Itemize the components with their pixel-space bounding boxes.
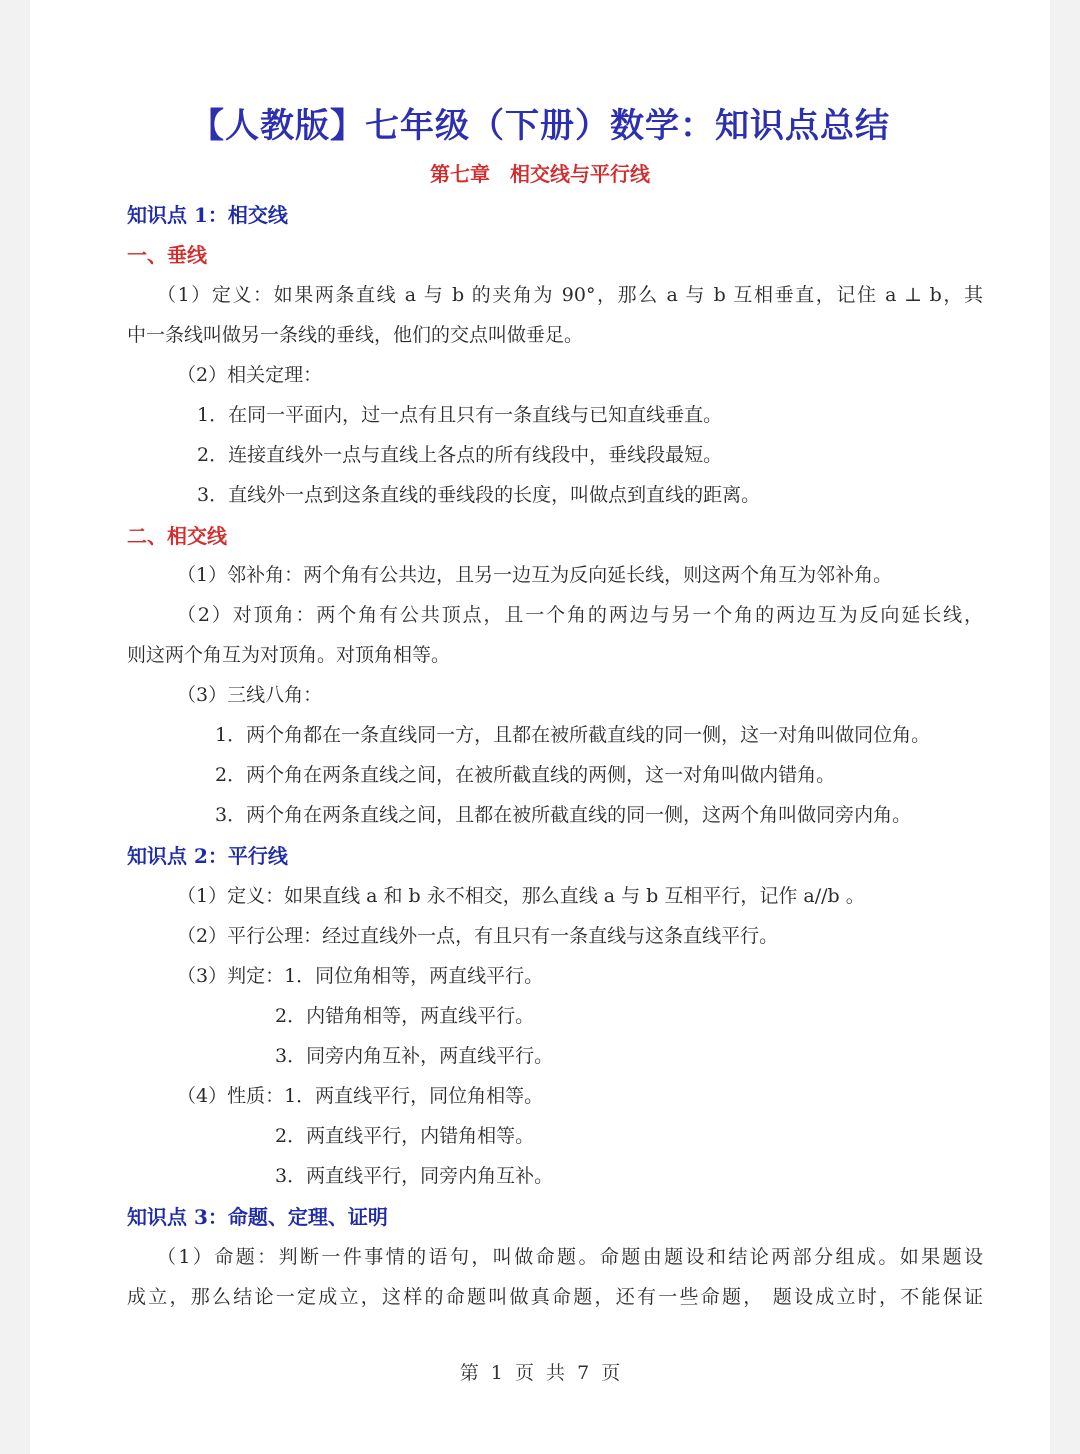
adjacent-supplementary-angles: （1）邻补角：两个角有公共边，且另一边互为反向延长线，则这两个角互为邻补角。 — [177, 564, 893, 586]
alternate-interior-angles: 2．两个角在两条直线之间，在被所截直线的两侧，这一对角叫做内错角。 — [215, 764, 836, 786]
kp3-heading: 知识点 3：命题、定理、证明 — [127, 1205, 388, 1229]
chapter-heading: 第七章 相交线与平行线 — [430, 162, 650, 186]
kp1-heading: 知识点 1：相交线 — [127, 203, 288, 227]
parallel-definition: （1）定义：如果直线 a 和 b 永不相交，那么直线 a 与 b 互相平行，记作 a//b 。 — [177, 885, 865, 907]
document-page — [30, 0, 1050, 1454]
proposition-line1: （1）命题：判断一件事情的语句，叫做命题。命题由题设和结论两部分组成。如果题设 — [157, 1246, 983, 1268]
theorem-2: 2．连接直线外一点与直线上各点的所有线段中，垂线段最短。 — [197, 444, 723, 466]
related-theorems-heading: （2）相关定理： — [177, 364, 323, 386]
vertical-angles-line1: （2）对顶角：两个角有公共顶点，且一个角的两边与另一个角的两边互为反向延长线， — [177, 604, 983, 626]
kp2-heading: 知识点 2：平行线 — [127, 844, 288, 868]
parallel-property-3: 3．两直线平行，同旁内角互补。 — [275, 1165, 554, 1187]
perpendicular-definition-line2: 中一条线叫做另一条线的垂线，他们的交点叫做垂足。 — [127, 324, 584, 346]
parallel-axiom: （2）平行公理：经过直线外一点，有且只有一条直线与这条直线平行。 — [177, 925, 779, 947]
theorem-3: 3．直线外一点到这条直线的垂线段的长度，叫做点到直线的距离。 — [197, 484, 761, 506]
document-title: 【人教版】七年级（下册）数学：知识点总结 — [190, 106, 890, 146]
section-intersecting-heading: 二、相交线 — [127, 524, 227, 548]
same-side-interior-angles: 3．两个角在两条直线之间，且都在被所截直线的同一侧，这两个角叫做同旁内角。 — [215, 804, 912, 826]
parallel-property-1: （4）性质：1．两直线平行，同位角相等。 — [177, 1085, 544, 1107]
page-number-footer: 第 1 页 共 7 页 — [459, 1362, 621, 1384]
corresponding-angles: 1．两个角都在一条直线同一方，且都在被所截直线的同一侧，这一对角叫做同位角。 — [215, 724, 931, 746]
section-perpendicular-heading: 一、垂线 — [127, 243, 207, 267]
vertical-angles-line2: 则这两个角互为对顶角。对顶角相等。 — [127, 644, 451, 666]
perpendicular-definition-line1: （1）定义：如果两条直线 a 与 b 的夹角为 90°，那么 a 与 b 互相垂直，记住 a ⊥ b，其 — [157, 284, 983, 306]
parallel-criterion-1: （3）判定：1．同位角相等，两直线平行。 — [177, 965, 544, 987]
parallel-criterion-2: 2．内错角相等，两直线平行。 — [275, 1005, 535, 1027]
three-lines-eight-angles-heading: （3）三线八角： — [177, 684, 323, 706]
proposition-line2: 成立，那么结论一定成立，这样的命题叫做真命题，还有一些命题， 题设成立时，不能保证 — [127, 1286, 983, 1308]
parallel-property-2: 2．两直线平行，内错角相等。 — [275, 1125, 535, 1147]
theorem-1: 1．在同一平面内，过一点有且只有一条直线与已知直线垂直。 — [197, 404, 723, 426]
parallel-criterion-3: 3．同旁内角互补，两直线平行。 — [275, 1045, 554, 1067]
